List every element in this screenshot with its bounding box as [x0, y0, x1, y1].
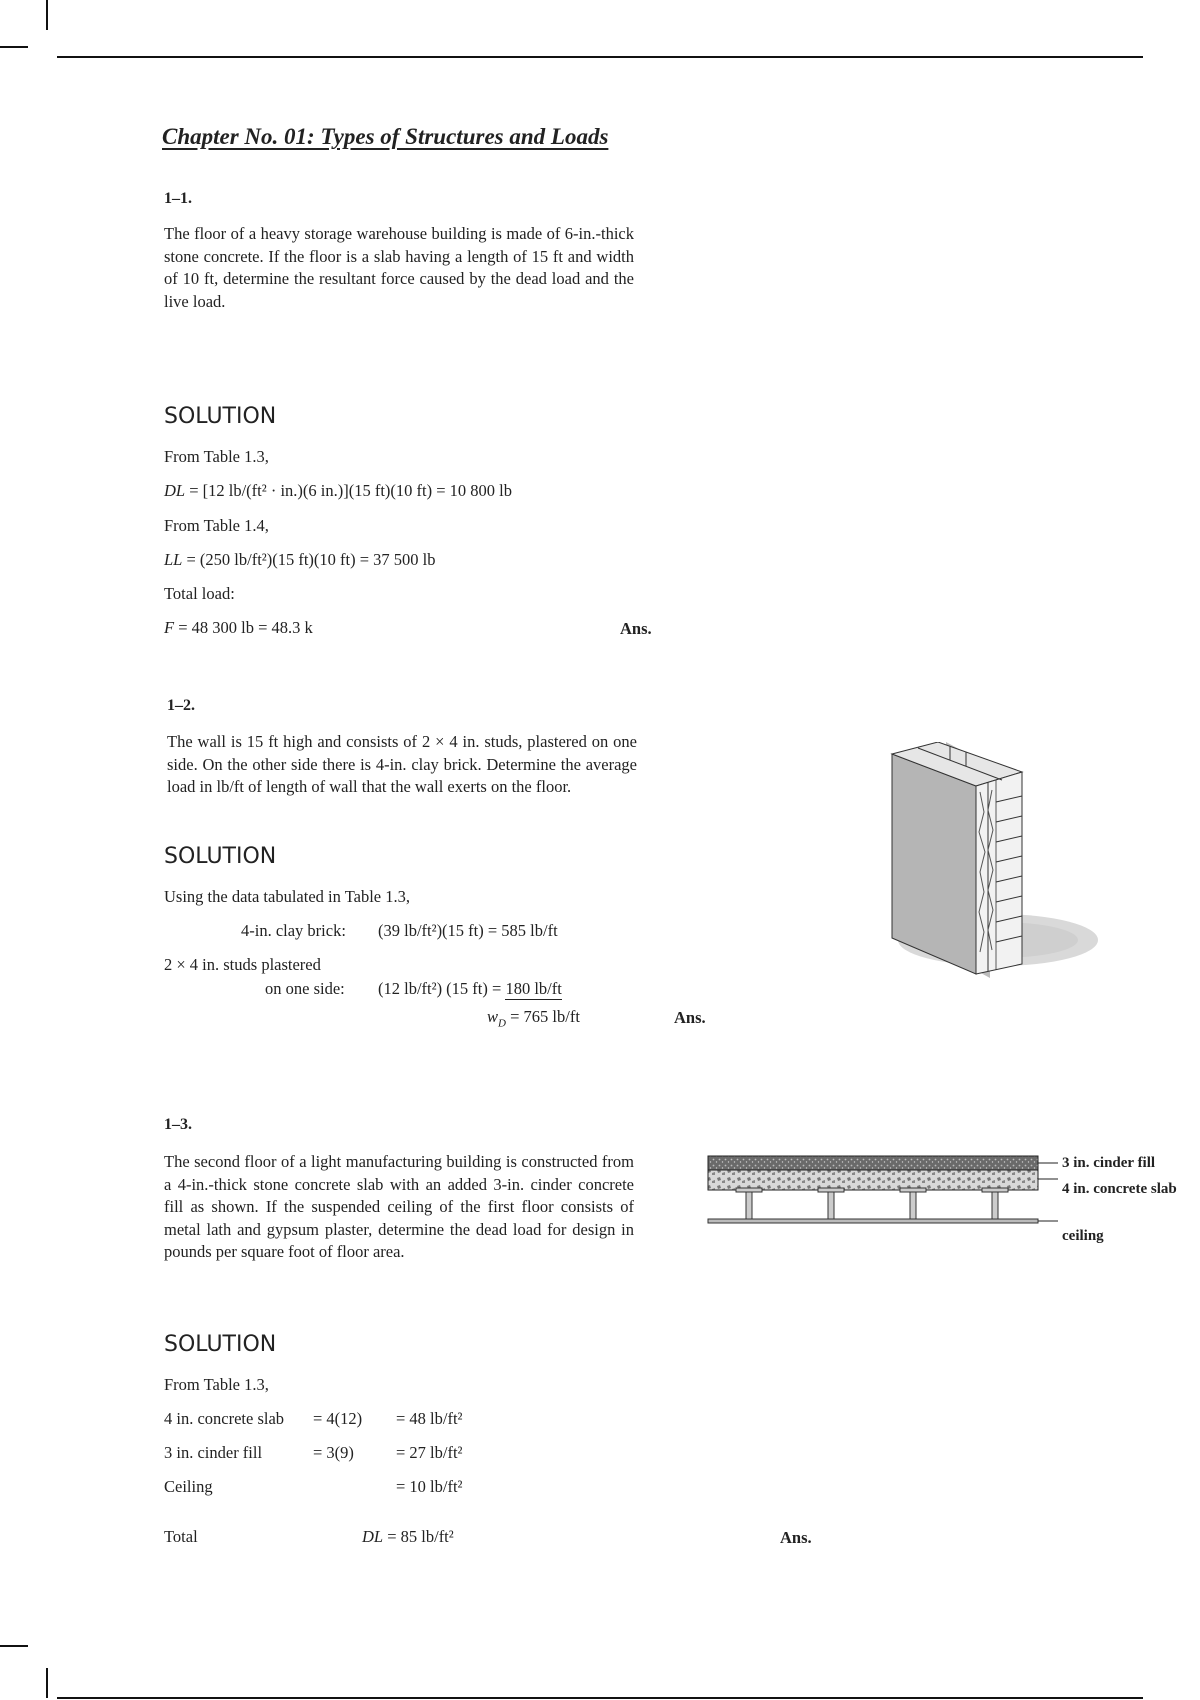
figure-label-concrete-slab: 4 in. concrete slab — [1062, 1181, 1177, 1197]
crop-mark-top-vertical — [46, 0, 48, 30]
answer-label: Ans. — [674, 1008, 706, 1027]
load-row-name: 4 in. concrete slab — [164, 1409, 285, 1428]
crop-mark-bottom-vertical — [46, 1668, 48, 1698]
solution-line: From Table 1.4, — [164, 516, 269, 535]
figure-label-ceiling: ceiling — [1062, 1228, 1104, 1244]
problem-statement: The wall is 15 ft high and consists of 2 × 4 in. studs, plastered on one side. On the other side there is 4-in. clay brick. Determine the average load in lb/ft of length of wall that the wall exerts on the floor. — [167, 732, 637, 796]
problem-number: 1–3. — [164, 1116, 192, 1133]
solution-line: From Table 1.3, — [164, 447, 269, 466]
equation: = [12 lb/(ft² · in.)(6 in.)](15 ft)(10 ft) = 10 800 lb — [185, 481, 512, 500]
studs-label: on one side: — [265, 979, 345, 998]
bottom-rule — [57, 1697, 1143, 1699]
load-row-value: = 48 lb/ft² — [396, 1409, 463, 1428]
figure-label-cinder-fill: 3 in. cinder fill — [1062, 1155, 1156, 1171]
solution-heading: SOLUTION — [164, 844, 277, 869]
solution-line: Using the data tabulated in Table 1.3, — [164, 887, 410, 906]
dead-load-equation — [164, 481, 512, 501]
wall-figure — [888, 742, 1118, 982]
solution-heading: SOLUTION — [164, 1332, 277, 1357]
value: = 85 lb/ft² — [383, 1527, 454, 1546]
symbol: LL — [164, 550, 183, 569]
equation: = 48 300 lb = 48.3 k — [174, 618, 313, 637]
load-row-mid: = 4(12) — [313, 1409, 363, 1428]
value: 765 lb/ft — [523, 1007, 580, 1026]
equation: = (250 lb/ft²)(15 ft)(10 ft) = 37 500 lb — [182, 550, 436, 569]
wd-equation — [487, 1007, 580, 1029]
equation: = — [505, 1007, 524, 1026]
floor-section-figure — [706, 1152, 1066, 1242]
solution-heading: SOLUTION — [164, 404, 277, 429]
equation: (12 lb/ft²) (15 ft) = — [378, 979, 506, 998]
problem-statement: The floor of a heavy storage warehouse building is made of 6-in.-thick stone concrete. If the floor is a slab having a length of 15 ft and width of 10 ft, determine the resultant force caused by the dead load and the live load. — [164, 224, 634, 311]
load-row-value: = 10 lb/ft² — [396, 1477, 463, 1496]
symbol: F — [164, 618, 175, 637]
crop-mark-top-horizontal — [0, 46, 28, 48]
symbol: DL — [164, 481, 186, 500]
value: 180 lb/ft — [505, 979, 562, 998]
problem-statement: The second floor of a light manufacturing building is constructed from a 4-in.-thick stone concrete slab with an added 3-in. cinder concrete fill as shown. If the suspended ceiling of the first floor consists of metal lath and gypsum plaster, determine the dead load for design in pounds per square foot of floor area. — [164, 1152, 634, 1261]
total-label: Total — [164, 1527, 198, 1546]
problem-number: 1–2. — [167, 697, 195, 714]
solution-line: From Table 1.3, — [164, 1375, 269, 1394]
subscript: D — [498, 1017, 506, 1030]
chapter-title: Chapter No. 01: Types of Structures and Loads — [162, 124, 609, 149]
answer-label: Ans. — [620, 619, 652, 638]
solution-line: Total load: — [164, 584, 235, 603]
brick-equation: (39 lb/ft²)(15 ft) = 585 lb/ft — [378, 921, 558, 940]
studs-equation — [378, 979, 562, 999]
crop-mark-bottom-horizontal — [0, 1645, 28, 1647]
load-row-name: Ceiling — [164, 1477, 213, 1496]
top-rule — [57, 56, 1143, 58]
problem-number: 1–1. — [164, 190, 192, 207]
load-row-mid: = 3(9) — [313, 1443, 354, 1462]
studs-label: 2 × 4 in. studs plastered — [164, 955, 321, 974]
answer-label: Ans. — [780, 1528, 812, 1547]
load-row-name: 3 in. cinder fill — [164, 1443, 263, 1462]
total-force-equation — [164, 618, 313, 638]
symbol: w — [487, 1007, 499, 1026]
brick-label: 4-in. clay brick: — [241, 921, 346, 940]
load-row-value: = 27 lb/ft² — [396, 1443, 463, 1462]
symbol: DL — [362, 1527, 384, 1546]
live-load-equation — [164, 550, 436, 570]
total-equation — [362, 1527, 454, 1547]
